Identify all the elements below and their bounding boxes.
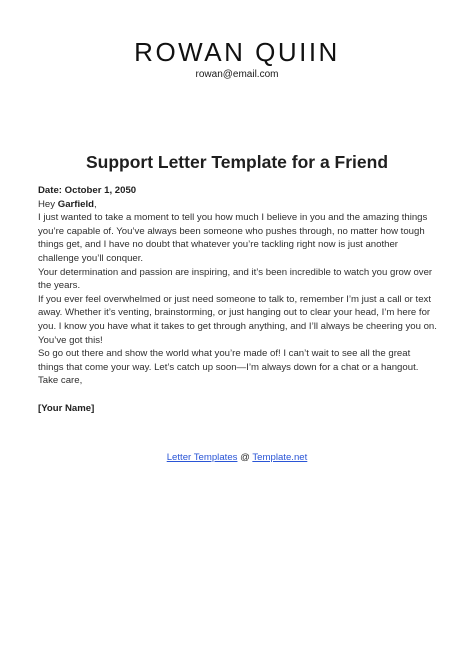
paragraph-1: I just wanted to take a moment to tell you how much I believe in you and the amazing things you’re capable of. You’ve always been someone who pushes through, no matter how tough things get, and I have no doubt that whatever you’re tackling right now is just another challenge you’ll conquer. — [38, 212, 428, 264]
greeting-prefix: Hey — [38, 198, 58, 210]
template-net-link[interactable]: Template.net — [252, 452, 308, 463]
letter-body — [38, 184, 438, 415]
footer — [0, 452, 474, 463]
signature-spacer — [38, 388, 438, 402]
signature: [Your Name] — [38, 402, 95, 414]
closing: Take care, — [38, 375, 83, 387]
letter-date: Date: October 1, 2050 — [38, 185, 137, 196]
greeting-suffix: , — [94, 198, 97, 210]
page-title: Support Letter Template for a Friend — [85, 152, 389, 172]
paragraph-4: So go out there and show the world what you’re made of! I can’t wait to see all the great things that come your way. Let’s catch up soon—I’m always down for a chat or a hangout. — [38, 348, 419, 373]
recipient-name: Garfield — [57, 198, 94, 210]
greeting — [38, 198, 438, 212]
paragraph-2: Your determination and passion are inspiring, and it’s been incredible to watch you grow over the years. — [38, 266, 433, 292]
sender-email: rowan@email.com — [195, 69, 279, 80]
letter-templates-link[interactable]: Letter Templates — [166, 452, 238, 463]
footer-separator: @ — [237, 452, 253, 463]
sender-name: ROWAN QUIIN — [134, 37, 340, 67]
paragraph-3: If you ever feel overwhelmed or just need someone to talk to, remember I’m just a call or text away. Whether it’s venting, brainstorming, or just hanging out to clear your head, I’m here for you. I know you have what it takes to get through anything, and I’ll always be cheering you on. You’ve got this! — [38, 293, 437, 346]
